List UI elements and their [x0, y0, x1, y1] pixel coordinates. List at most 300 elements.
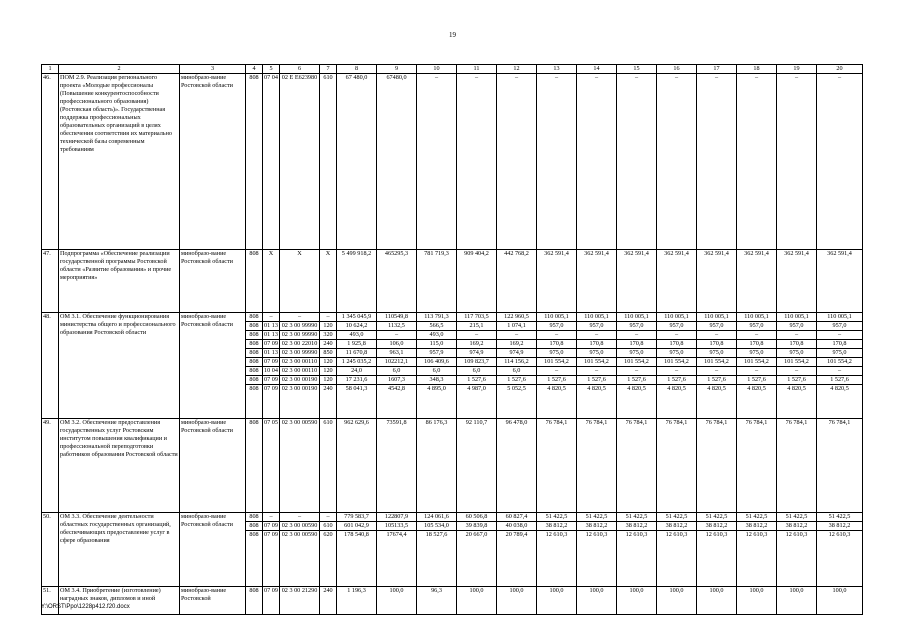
- table-cell: –: [417, 74, 457, 250]
- table-cell: 02 3 00 00110: [280, 358, 320, 367]
- table-cell: 51 422,5: [537, 513, 577, 522]
- table-cell: 10 624,2: [337, 322, 377, 331]
- table-cell: 362 591,4: [617, 250, 657, 313]
- table-cell: 96,3: [417, 587, 457, 615]
- table-cell: –: [817, 331, 863, 340]
- table-cell: 493,0: [337, 331, 377, 340]
- table-cell: 115,0: [417, 340, 457, 349]
- table-cell: 20 667,0: [457, 531, 497, 587]
- table-cell: 100,0: [817, 587, 863, 615]
- table-cell: 957,0: [537, 322, 577, 331]
- table-cell: –: [577, 74, 617, 250]
- table-cell: 17674,4: [377, 531, 417, 587]
- table-cell: 38 812,2: [617, 522, 657, 531]
- table-cell: 76 784,1: [777, 419, 817, 513]
- table-cell: 1 527,6: [577, 376, 617, 385]
- column-header: 7: [320, 65, 337, 74]
- table-cell: 5 052,5: [497, 385, 537, 419]
- table-cell: 20 789,4: [497, 531, 537, 587]
- table-cell: 76 784,1: [577, 419, 617, 513]
- table-cell: 02 3 00 00110: [280, 367, 320, 376]
- table-cell: 1 074,1: [497, 322, 537, 331]
- column-header: 2: [59, 65, 180, 74]
- table-cell: 109 823,7: [457, 358, 497, 367]
- table-cell: 957,0: [577, 322, 617, 331]
- table-cell: 975,0: [537, 349, 577, 358]
- table-cell: 4 820,5: [777, 385, 817, 419]
- row-number: 49.: [42, 419, 59, 513]
- table-cell: –: [280, 513, 320, 522]
- table-cell: 110 005,1: [817, 313, 863, 322]
- table-cell: 38 812,2: [537, 522, 577, 531]
- column-header: 10: [417, 65, 457, 74]
- table-cell: 975,0: [777, 349, 817, 358]
- table-cell: 02 3 00 21290: [280, 587, 320, 615]
- table-cell: –: [617, 367, 657, 376]
- table-cell: 808: [246, 531, 263, 587]
- table-cell: 1 527,6: [657, 376, 697, 385]
- table-cell: 101 554,2: [817, 358, 863, 367]
- table-cell: 975,0: [697, 349, 737, 358]
- table-cell: 02 Е Е623980: [280, 74, 320, 250]
- table-cell: 1 527,6: [617, 376, 657, 385]
- table-cell: 4542,8: [377, 385, 417, 419]
- table-cell: 610: [320, 522, 337, 531]
- table-cell: 110 005,1: [657, 313, 697, 322]
- table-header-row: [42, 65, 863, 74]
- table-cell: –: [737, 331, 777, 340]
- table-row: [42, 587, 863, 615]
- table-cell: 169,2: [457, 340, 497, 349]
- table-cell: 120: [320, 358, 337, 367]
- table-cell: 122807,9: [377, 513, 417, 522]
- table-cell: 1607,3: [377, 376, 417, 385]
- table-cell: 610: [320, 74, 337, 250]
- table-cell: 02 3 00 00590: [280, 419, 320, 513]
- table-cell: 975,0: [617, 349, 657, 358]
- table-cell: 38 812,2: [577, 522, 617, 531]
- table-cell: 39 839,8: [457, 522, 497, 531]
- table-cell: 110 005,1: [697, 313, 737, 322]
- table-cell: 779 583,7: [337, 513, 377, 522]
- table-cell: 1 527,6: [817, 376, 863, 385]
- table-row: [42, 250, 863, 313]
- table-cell: 5 499 918,2: [337, 250, 377, 313]
- table-cell: 100,0: [457, 587, 497, 615]
- table-cell: 240: [320, 340, 337, 349]
- table-cell: –: [320, 313, 337, 322]
- table-cell: 1 527,6: [777, 376, 817, 385]
- table-cell: 808: [246, 367, 263, 376]
- table-cell: 493,0: [417, 331, 457, 340]
- table-cell: 120: [320, 376, 337, 385]
- table-cell: 957,9: [417, 349, 457, 358]
- table-cell: 100,0: [697, 587, 737, 615]
- column-header: 5: [263, 65, 280, 74]
- table-cell: 170,8: [737, 340, 777, 349]
- table-cell: 07 09: [263, 385, 280, 419]
- table-cell: 974,9: [497, 349, 537, 358]
- table-cell: –: [497, 74, 537, 250]
- table-cell: 76 784,1: [537, 419, 577, 513]
- table-cell: 38 812,2: [817, 522, 863, 531]
- table-cell: 362 591,4: [777, 250, 817, 313]
- table-cell: 101 554,2: [737, 358, 777, 367]
- table-cell: 12 610,3: [737, 531, 777, 587]
- table-cell: –: [657, 74, 697, 250]
- table-cell: 170,8: [617, 340, 657, 349]
- table-cell: 07 04: [263, 74, 280, 250]
- table-cell: 100,0: [737, 587, 777, 615]
- executor: минобразо-вание Ростовской области: [180, 250, 246, 313]
- table-cell: 01 13: [264, 349, 278, 356]
- table-cell: 4 820,5: [617, 385, 657, 419]
- table-cell: 6,0: [497, 367, 537, 376]
- table-cell: 07 09: [263, 531, 280, 587]
- table-cell: 909 404,2: [457, 250, 497, 313]
- table-cell: 442 768,2: [497, 250, 537, 313]
- table-cell: 957,0: [697, 322, 737, 331]
- table-cell: 02 3 00 00590: [280, 522, 320, 531]
- table-cell: 12 610,3: [817, 531, 863, 587]
- executor: минобразо-вание Ростовской области: [180, 313, 246, 419]
- table-cell: 4 987,0: [457, 385, 497, 419]
- table-cell: –: [737, 74, 777, 250]
- table-cell: 320: [320, 331, 337, 340]
- table-cell: –: [777, 367, 817, 376]
- table-cell: 12 610,3: [617, 531, 657, 587]
- table-cell: 02 3 00 00190: [280, 385, 320, 419]
- table-cell: 40 038,0: [497, 522, 537, 531]
- table-cell: 110 005,1: [737, 313, 777, 322]
- table-cell: 100,0: [777, 587, 817, 615]
- table-cell: 51 422,5: [577, 513, 617, 522]
- table-row: [42, 419, 863, 513]
- column-header: 19: [777, 65, 817, 74]
- table-cell: 178 540,8: [337, 531, 377, 587]
- table-cell: 02 3 00 99990: [280, 331, 320, 340]
- table-cell: –: [280, 313, 320, 322]
- table-cell: 76 784,1: [817, 419, 863, 513]
- table-cell: 110 005,1: [777, 313, 817, 322]
- table-cell: 51 422,5: [617, 513, 657, 522]
- table-cell: –: [697, 367, 737, 376]
- table-cell: 4 820,5: [737, 385, 777, 419]
- table-cell: –: [457, 74, 497, 250]
- table-cell: 975,0: [657, 349, 697, 358]
- table-cell: 101 554,2: [777, 358, 817, 367]
- table-cell: 957,0: [777, 322, 817, 331]
- table-cell: 781 719,3: [417, 250, 457, 313]
- table-cell: 101 554,2: [657, 358, 697, 367]
- table-cell: 620: [320, 531, 337, 587]
- table-cell: 4 820,5: [577, 385, 617, 419]
- table-cell: 170,8: [697, 340, 737, 349]
- table-cell: 957,0: [817, 322, 863, 331]
- table-cell: –: [697, 331, 737, 340]
- table-cell: 975,0: [817, 349, 863, 358]
- table-cell: 808: [246, 419, 263, 513]
- table-cell: 362 591,4: [737, 250, 777, 313]
- table-cell: 465295,3: [377, 250, 417, 313]
- table-cell: 6,0: [457, 367, 497, 376]
- table-row: [42, 74, 863, 250]
- table-cell: 362 591,4: [697, 250, 737, 313]
- table-cell: 67480,0: [377, 74, 417, 250]
- table-cell: 808: [246, 385, 263, 419]
- table-cell: –: [817, 74, 863, 250]
- table-cell: 808: [246, 340, 263, 349]
- table-cell: –: [537, 367, 577, 376]
- table-cell: 114 156,2: [497, 358, 537, 367]
- table-cell: 60 506,8: [457, 513, 497, 522]
- column-header: 11: [457, 65, 497, 74]
- table-cell: 170,8: [537, 340, 577, 349]
- table-cell: 51 422,5: [697, 513, 737, 522]
- table-cell: 96 478,0: [497, 419, 537, 513]
- table-cell: 07 09: [263, 587, 280, 615]
- activity-name: ОМ 3.1. Обеспечение функционирования министерства общего и профессионального образования Ростовской области: [59, 313, 180, 419]
- table-cell: 101 554,2: [697, 358, 737, 367]
- table-cell: –: [777, 74, 817, 250]
- table-cell: 957,0: [617, 322, 657, 331]
- table-cell: 1 527,6: [697, 376, 737, 385]
- table-cell: 100,0: [497, 587, 537, 615]
- table-cell: 240: [320, 385, 337, 419]
- table-cell: –: [617, 74, 657, 250]
- table-cell: 38 812,2: [697, 522, 737, 531]
- table-cell: 07 09: [264, 522, 278, 529]
- column-header: 3: [180, 65, 246, 74]
- table-cell: 60 827,4: [497, 513, 537, 522]
- table-cell: 67 480,0: [337, 74, 377, 250]
- table-cell: Х: [320, 250, 337, 313]
- table-cell: 12 610,3: [577, 531, 617, 587]
- table-cell: 58 041,3: [337, 385, 377, 419]
- table-cell: 850: [320, 349, 337, 358]
- table-cell: 4 820,5: [537, 385, 577, 419]
- table-cell: 101 554,2: [617, 358, 657, 367]
- table-cell: 808: [246, 250, 263, 313]
- table-cell: Х: [280, 250, 320, 313]
- table-cell: 974,9: [457, 349, 497, 358]
- table-cell: 73591,8: [377, 419, 417, 513]
- table-cell: –: [697, 74, 737, 250]
- column-header: 16: [657, 65, 697, 74]
- table-cell: 105 534,0: [417, 522, 457, 531]
- table-cell: –: [497, 331, 537, 340]
- table-cell: 106 409,6: [417, 358, 457, 367]
- table-cell: 120: [320, 367, 337, 376]
- table-cell: 02 3 00 00590: [280, 531, 320, 587]
- table-cell: 100,0: [537, 587, 577, 615]
- table-cell: 1 196,3: [337, 587, 377, 615]
- table-cell: 808: [246, 522, 263, 531]
- table-cell: 362 591,4: [657, 250, 697, 313]
- table-cell: 11 670,8: [337, 349, 377, 358]
- activity-name: ПОМ 2.9. Реализация регионального проекта «Молодые профессионалы (Повышение конкурентоспособности профессионального образования) (Ростовская область)». Государственная поддержка профессиональных образовательных организаций в целях обеспечения соответствия их материально технической базы современным требованиям: [59, 74, 180, 250]
- table-cell: 362 591,4: [537, 250, 577, 313]
- table-cell: 4 820,5: [697, 385, 737, 419]
- table-cell: 113 791,3: [417, 313, 457, 322]
- table-cell: 362 591,4: [817, 250, 863, 313]
- table-cell: 808: [246, 322, 263, 331]
- table-cell: 6,0: [377, 367, 417, 376]
- budget-table: [41, 64, 863, 615]
- table-cell: 1 527,6: [457, 376, 497, 385]
- table-cell: 215,1: [457, 322, 497, 331]
- table-cell: 07 05: [263, 419, 280, 513]
- page-number: 19: [449, 31, 456, 39]
- table-cell: 4 895,0: [417, 385, 457, 419]
- table-cell: 1 527,6: [537, 376, 577, 385]
- table-cell: 170,8: [777, 340, 817, 349]
- table-cell: 122 960,5: [497, 313, 537, 322]
- table-cell: 110 005,1: [617, 313, 657, 322]
- column-header: 9: [377, 65, 417, 74]
- table-cell: 6,0: [417, 367, 457, 376]
- table-cell: –: [320, 513, 337, 522]
- table-cell: 92 110,7: [457, 419, 497, 513]
- column-header: 6: [280, 65, 320, 74]
- table-cell: 51 422,5: [817, 513, 863, 522]
- table-cell: 240: [320, 587, 337, 615]
- file-path-footer: Y:\ORST\Ppo\1228p412.f20.docx: [41, 604, 130, 610]
- row-number: 46.: [42, 74, 59, 250]
- table-row: [42, 313, 863, 322]
- table-cell: 601 042,9: [337, 522, 377, 531]
- column-header: 20: [817, 65, 863, 74]
- table-cell: 02 3 00 99990: [280, 322, 320, 331]
- table-cell: 110 005,1: [537, 313, 577, 322]
- column-header: 14: [577, 65, 617, 74]
- table-cell: 76 784,1: [697, 419, 737, 513]
- table-cell: 4 820,5: [657, 385, 697, 419]
- table-cell: 02 3 00 99990: [280, 349, 320, 358]
- table-cell: 106,0: [377, 340, 417, 349]
- table-cell: –: [537, 331, 577, 340]
- column-header: 8: [337, 65, 377, 74]
- table-cell: 808: [246, 74, 263, 250]
- table-cell: 12 610,3: [537, 531, 577, 587]
- executor: минобразо-вание Ростовской области: [180, 74, 246, 250]
- column-header: 13: [537, 65, 577, 74]
- table-cell: 110549,8: [377, 313, 417, 322]
- table-cell: 170,8: [817, 340, 863, 349]
- table-cell: 100,0: [377, 587, 417, 615]
- table-cell: 1 925,8: [337, 340, 377, 349]
- table-cell: 975,0: [577, 349, 617, 358]
- executor: минобразо-вание Ростовской области: [180, 513, 246, 587]
- table-cell: –: [457, 331, 497, 340]
- table-cell: 566,5: [417, 322, 457, 331]
- column-header: 17: [697, 65, 737, 74]
- table-cell: 12 610,3: [777, 531, 817, 587]
- table-cell: 100,0: [577, 587, 617, 615]
- table-cell: 38 812,2: [777, 522, 817, 531]
- table-cell: –: [263, 513, 280, 522]
- table-cell: 17 231,6: [337, 376, 377, 385]
- column-header: 12: [497, 65, 537, 74]
- table-cell: 348,3: [417, 376, 457, 385]
- table-cell: –: [657, 331, 697, 340]
- executor: минобразо-вание Ростовской: [180, 587, 246, 615]
- activity-name: ОМ 3.3. Обеспечение деятельности областных государственных организаций, обеспечивающих предоставление услуг в сфере образования: [59, 513, 180, 587]
- table-cell: 975,0: [737, 349, 777, 358]
- table-cell: 100,0: [657, 587, 697, 615]
- table-cell: 1132,5: [377, 322, 417, 331]
- table-cell: 957,0: [737, 322, 777, 331]
- activity-name: Подпрограмма «Обеспечение реализации государственной программы Ростовской области «Развитие образования» и прочие мероприятия»: [59, 250, 180, 313]
- table-cell: 12 610,3: [697, 531, 737, 587]
- row-number: 50.: [42, 513, 59, 587]
- table-cell: 01 13: [264, 331, 278, 338]
- table-cell: 07 09: [264, 376, 278, 383]
- column-header: 18: [737, 65, 777, 74]
- table-cell: 51 422,5: [737, 513, 777, 522]
- activity-name: ОМ 3.4. Приобретение (изготовление) наградных знаков, дипломов и иной: [59, 587, 180, 615]
- table-cell: 76 784,1: [617, 419, 657, 513]
- table-cell: 808: [246, 513, 263, 522]
- row-number: 48.: [42, 313, 59, 419]
- table-cell: 100,0: [617, 587, 657, 615]
- table-cell: –: [657, 367, 697, 376]
- table-cell: 07 09: [264, 358, 278, 365]
- table-cell: 76 784,1: [737, 419, 777, 513]
- table-cell: 86 176,3: [417, 419, 457, 513]
- table-cell: 1 245 035,2: [337, 358, 377, 367]
- table-cell: 169,2: [497, 340, 537, 349]
- table-cell: 808: [246, 376, 263, 385]
- table-cell: 120: [320, 322, 337, 331]
- table-cell: 962 629,6: [337, 419, 377, 513]
- table-cell: 362 591,4: [577, 250, 617, 313]
- table-cell: 1 345 045,9: [337, 313, 377, 322]
- table-cell: 117 703,5: [457, 313, 497, 322]
- table-cell: 02 3 00 22010: [280, 340, 320, 349]
- column-header: 4: [246, 65, 263, 74]
- table-cell: –: [537, 74, 577, 250]
- table-cell: 170,8: [657, 340, 697, 349]
- table-cell: 10 04: [264, 367, 278, 374]
- table-cell: 808: [246, 331, 263, 340]
- table-cell: 808: [246, 587, 263, 615]
- table-cell: 51 422,5: [777, 513, 817, 522]
- table-cell: –: [617, 331, 657, 340]
- table-cell: 1 527,6: [737, 376, 777, 385]
- row-number: 47.: [42, 250, 59, 313]
- table-cell: 01 13: [264, 322, 278, 329]
- table-cell: 4 820,5: [817, 385, 863, 419]
- table-row: [42, 513, 863, 522]
- table-cell: –: [377, 331, 417, 340]
- table-cell: 963,1: [377, 349, 417, 358]
- table-cell: 957,0: [657, 322, 697, 331]
- table-cell: 808: [246, 313, 263, 322]
- table-cell: 124 061,6: [417, 513, 457, 522]
- table-cell: –: [737, 367, 777, 376]
- table-cell: –: [817, 367, 863, 376]
- row-number: 51.: [42, 587, 59, 615]
- table-cell: 170,8: [577, 340, 617, 349]
- table-cell: 808: [246, 349, 263, 358]
- table-cell: 24,0: [337, 367, 377, 376]
- table-cell: 38 812,2: [657, 522, 697, 531]
- table-cell: 110 005,1: [577, 313, 617, 322]
- table-cell: 02 3 00 00190: [280, 376, 320, 385]
- table-cell: 07 09: [264, 340, 278, 347]
- table-cell: 12 610,3: [657, 531, 697, 587]
